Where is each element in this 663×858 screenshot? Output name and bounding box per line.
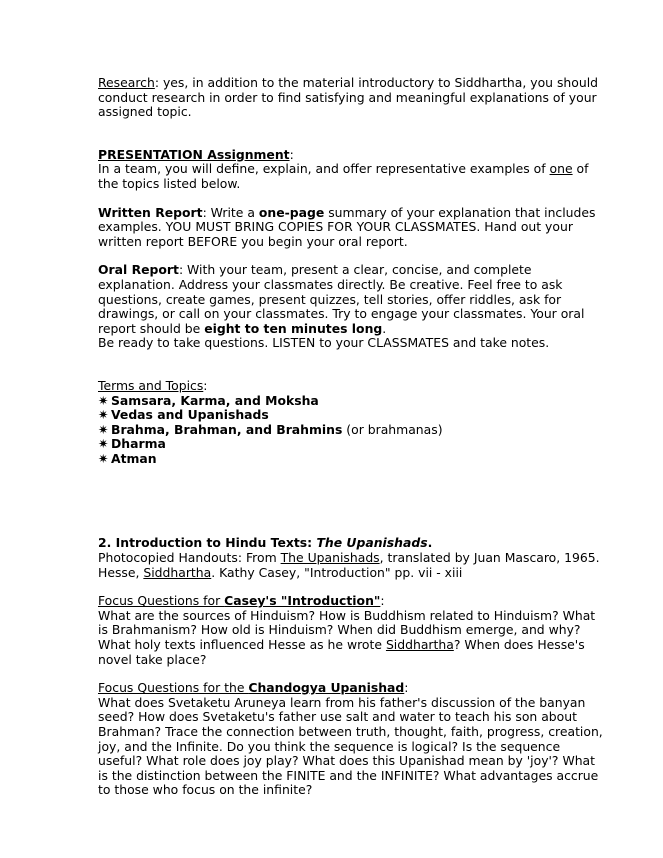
topic-label: Brahma, Brahman, and Brahmins — [111, 421, 343, 437]
presentation-title: PRESENTATION Assignment — [98, 146, 290, 162]
hesse-book: Siddhartha — [143, 564, 212, 580]
handouts-a: Photocopied Handouts: From — [98, 550, 281, 566]
star-bullet-icon: ✷ — [98, 421, 109, 437]
hesse-line — [98, 566, 608, 581]
focus-chandogya-label-a: Focus Questions for the — [98, 680, 249, 696]
focus-casey-label-a: Focus Questions for — [98, 593, 225, 609]
focus-casey-heading — [98, 594, 608, 609]
star-bullet-icon: ✷ — [98, 436, 109, 452]
oral-report-label: Oral Report — [98, 262, 179, 278]
written-bold: one-page — [258, 204, 325, 220]
focus-casey-label — [98, 593, 380, 608]
focus-casey-text-b: ? When does Hesse's novel take place? — [98, 637, 585, 667]
star-bullet-icon: ✷ — [98, 407, 109, 423]
oral-a: : With your team, present a clear, concise, and complete explanation. Address your classmates directly. Be creative. Feel free to ask questions, create games, present quizzes, tell stories, offer riddles, ask for drawings, or call on your classmates. Try to engage your classmates. Your oral report should be — [98, 262, 585, 336]
hesse-b: . Kathy Casey, "Introduction" pp. vii - xiii — [211, 564, 463, 580]
topic-label: Atman — [111, 450, 157, 466]
presentation-heading — [98, 148, 608, 163]
terms-colon: : — [203, 377, 208, 393]
topic-label: Vedas and Upanishads — [111, 407, 269, 423]
oral-note: Be ready to take questions. LISTEN to your CLASSMATES and take notes. — [98, 335, 550, 351]
focus-chandogya-label-bold: Chandogya Upanishad — [248, 680, 405, 696]
handouts-book: The Upanishads — [280, 550, 380, 566]
written-report-label: Written Report — [98, 204, 203, 220]
focus-casey-text-a: What are the sources of Hinduism? How is Buddhism related to Hinduism? What is Brahmanism? How old is Hinduism? When did Buddhism emerge, and why? What holy texts influenced Hesse as he wrote — [98, 607, 596, 653]
oral-end: . — [382, 320, 387, 336]
presentation-intro — [98, 162, 608, 191]
section-2-title-end: . — [427, 535, 433, 551]
list-item — [98, 452, 608, 467]
topic-extra: (or brahmanas) — [342, 421, 443, 437]
hesse-a: Hesse, — [98, 564, 144, 580]
list-item — [98, 423, 608, 438]
research-text: : yes, in addition to the material introductory to Siddhartha, you should conduct research in order to find satisfying and meaningful explanations of your assigned topic. — [98, 75, 599, 120]
focus-casey-colon: : — [380, 593, 385, 609]
oral-report-paragraph — [98, 263, 608, 336]
oral-bold: eight to ten minutes long — [204, 320, 383, 336]
written-a: : Write a — [202, 204, 259, 220]
focus-chandogya-text: What does Svetaketu Aruneya learn from his father's discussion of the banyan seed? How does Svetaketu's father use salt and water to teach his son about Brahman? Trace the connection between truth, thought, faith, progress, creation, joy, and the Infinite. Do you think the sequence is logical? Is the sequence useful? What role does joy play? What does this Upanishad mean by 'joy'? What is the distinction between the FINITE and the INFINITE? What advantages accrue to those who focus on the infinite? — [98, 694, 603, 798]
focus-casey-book: Siddhartha — [385, 637, 454, 653]
research-paragraph — [98, 76, 608, 120]
star-bullet-icon: ✷ — [98, 450, 109, 466]
topics-list — [98, 394, 608, 467]
written-report-paragraph — [98, 206, 608, 250]
section-2-title — [98, 536, 608, 551]
written-b: summary of your explanation that includes examples. YOU MUST BRING COPIES FOR YOUR CLASSMATES. Hand out your written report BEFORE you begin your oral report. — [98, 204, 596, 249]
section-2-title-italic: The Upanishads — [316, 535, 428, 551]
list-item — [98, 437, 608, 452]
list-item — [98, 394, 608, 409]
focus-chandogya-heading — [98, 681, 608, 696]
topic-label: Dharma — [111, 436, 166, 452]
research-label: Research — [98, 75, 155, 90]
topic-label: Samsara, Karma, and Moksha — [111, 392, 319, 408]
focus-casey-label-bold: Casey's "Introduction" — [224, 593, 381, 609]
list-item — [98, 408, 608, 423]
star-bullet-icon: ✷ — [98, 392, 109, 408]
focus-casey-text — [98, 609, 608, 667]
document-page — [98, 76, 608, 798]
intro-one: one — [549, 161, 573, 177]
intro-after: of the topics listed below. — [98, 161, 589, 191]
terms-heading — [98, 379, 608, 394]
focus-chandogya-colon: : — [404, 680, 409, 696]
intro-before: In a team, you will define, explain, and offer representative examples of — [98, 161, 550, 177]
terms-title: Terms and Topics — [98, 377, 204, 393]
presentation-colon: : — [289, 146, 294, 162]
handouts-b: , translated by Juan Mascaro, 1965. — [379, 550, 600, 566]
section-2-title-text: 2. Introduction to Hindu Texts: — [98, 535, 317, 551]
handouts-line — [98, 551, 608, 566]
focus-chandogya-label — [98, 680, 404, 695]
